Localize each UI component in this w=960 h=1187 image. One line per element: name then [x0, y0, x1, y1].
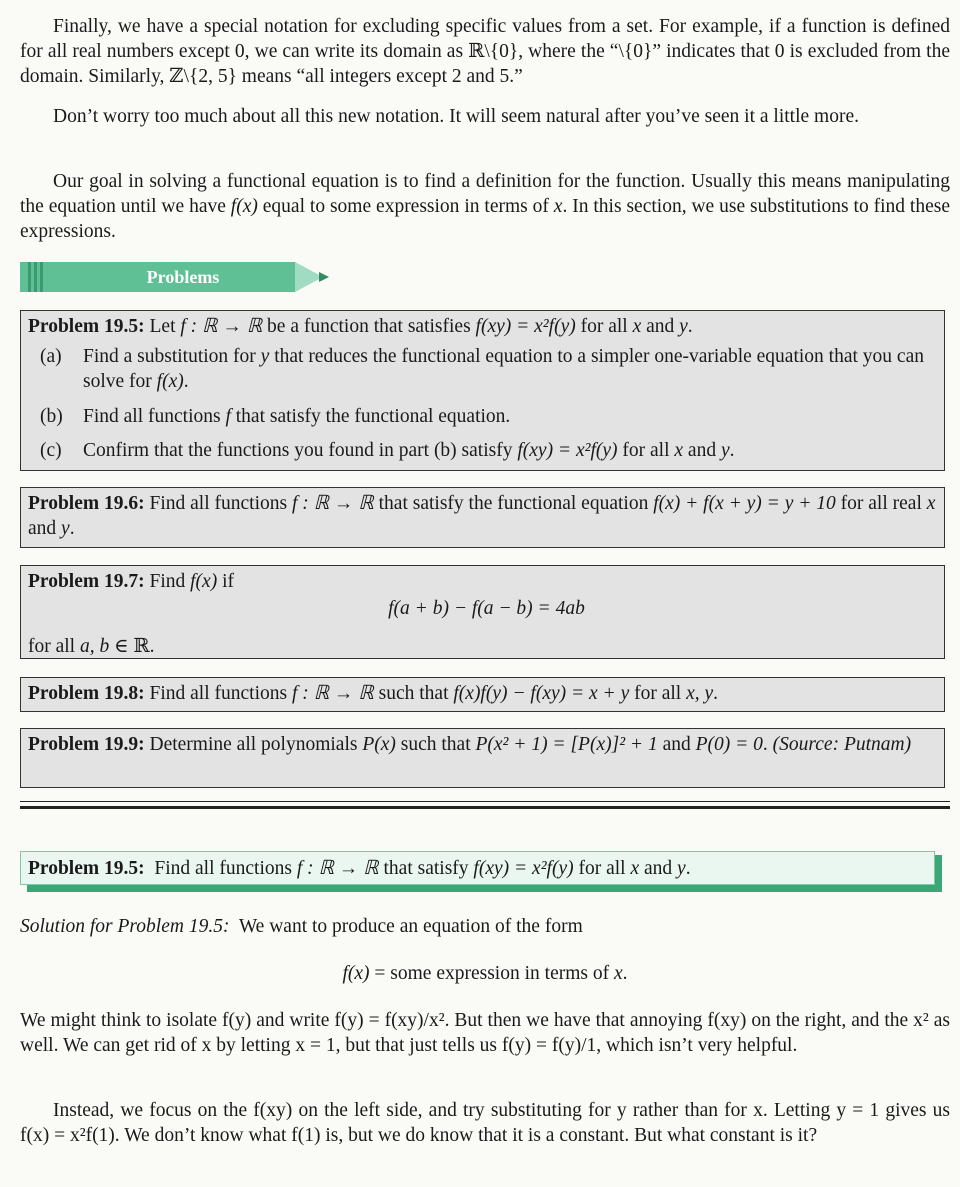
divider-rule	[20, 801, 950, 802]
banner-stripe	[28, 262, 31, 292]
banner-label: Problems	[146, 267, 220, 287]
problem-19-9-box	[20, 728, 945, 788]
subpart-b: (b) Find all functions f that satisfy the functional equation.	[40, 406, 511, 427]
solution-display-equation: f(x) = some expression in terms of x.	[342, 963, 628, 984]
problem-19-5-box	[20, 310, 945, 471]
problem-statement: Problem 19.5: Find all functions f : ℝ → ℝ that satisfy f(xy) = x²f(y) for all x and y.	[28, 858, 691, 879]
solution-paragraph-1: We might think to isolate f(y) and write f(y) = f(xy)/x². But then we have that annoying f(xy) on the right, and the x² as well. We can get rid of x by letting x = 1, but that just tells us f(y) = f(y)/1, which isn’t very helpful.	[20, 1010, 950, 1056]
problem-statement: Problem 19.5: Let f : ℝ → ℝ be a function that satisfies f(xy) = x²f(y) for all x and y.	[28, 316, 693, 337]
subpart-label: (b)	[40, 406, 63, 427]
solution-problem-box	[20, 851, 935, 885]
display-equation: f(a + b) − f(a − b) = 4ab	[388, 598, 585, 619]
subpart-label: (c)	[40, 440, 62, 461]
solution-label: Solution for Problem 19.5:	[20, 916, 230, 937]
subpart-label: (a)	[40, 346, 62, 367]
problem-19-8-box	[20, 677, 945, 712]
problem-statement-cont: for all a, b ∈ ℝ.	[28, 636, 155, 657]
problem-19-6-box	[20, 487, 945, 548]
subpart-a: (a) Find a substitution for y that reduces the functional equation to a simpler one-variable equation that you can solve for f(x).	[40, 346, 924, 392]
problem-statement: Problem 19.9: Determine all polynomials P(x) such that P(x² + 1) = [P(x)]² + 1 and P(0) = 0. (Source: Putnam)	[28, 734, 912, 755]
banner-stripe	[40, 262, 43, 292]
problems-banner	[20, 260, 330, 294]
banner-stripe	[34, 262, 37, 292]
subpart-c: (c) Confirm that the functions you found in part (b) satisfy f(xy) = x²f(y) for all x and y.	[40, 440, 735, 461]
problem-statement: Problem 19.6: Find all functions f : ℝ → ℝ that satisfy the functional equation f(x) + f(x + y) = y + 10 for all real x and y.	[28, 493, 936, 539]
solution-paragraph-2: Instead, we focus on the f(xy) on the left side, and try substituting for y rather than for x. Letting y = 1 gives us f(x) = x²f(1). We don’t know what f(1) is, but we do know that it is a constant. But what constant is it?	[20, 1100, 950, 1146]
box-shadow	[27, 885, 942, 892]
intro-paragraph-3: Our goal in solving a functional equation is to find a definition for the function. Usually this means manipulating the equation until we have f(x) equal to some expression in terms of x. In this section, we use substitutions to find these expressions.	[20, 171, 950, 242]
solution-intro: Solution for Problem 19.5: We want to produce an equation of the form	[20, 916, 583, 937]
problem-statement: Problem 19.7: Find f(x) if	[28, 571, 234, 592]
intro-paragraph-1: Finally, we have a special notation for excluding specific values from a set. For example, if a function is defined for all real numbers except 0, we can write its domain as ℝ\{0}, where the “\{0}” indicates that 0 is excluded from the domain. Similarly, ℤ\{2, 5} means “all integers except 2 and 5.”	[20, 16, 950, 87]
problem-statement: Problem 19.8: Find all functions f : ℝ → ℝ such that f(x)f(y) − f(xy) = x + y for all x, y.	[28, 683, 719, 704]
intro-paragraph-2: Don’t worry too much about all this new notation. It will seem natural after you’ve seen it a little more.	[53, 106, 859, 127]
problem-19-7-box	[20, 565, 945, 659]
pencil-tip-icon	[319, 272, 329, 282]
divider-rule	[20, 806, 950, 809]
